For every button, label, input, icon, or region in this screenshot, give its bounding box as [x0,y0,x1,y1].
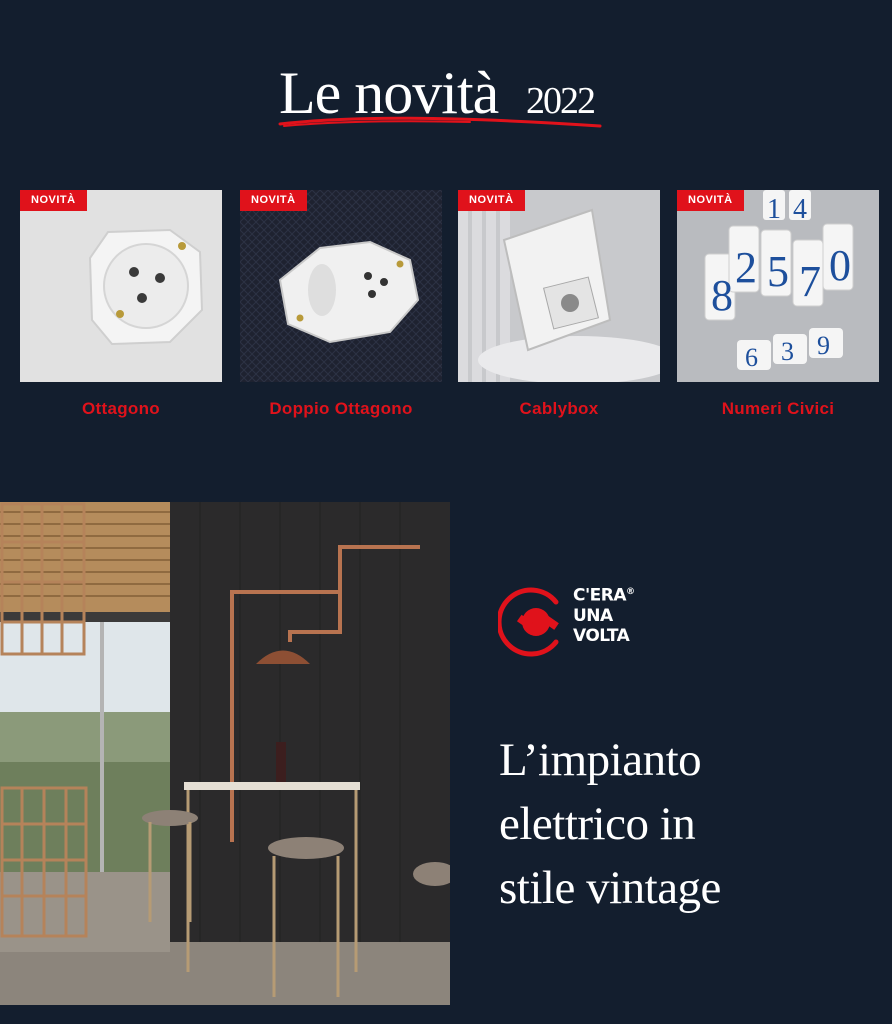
svg-text:7: 7 [799,257,821,306]
novita-badge: NOVITÀ [20,190,87,211]
novita-badge: NOVITÀ [677,190,744,211]
product-name-ottagono[interactable]: Ottagono [82,399,160,418]
tagline-line-2: elettrico in [499,798,696,850]
svg-text:0: 0 [829,241,851,290]
product-name-cablybox[interactable]: Cablybox [519,399,599,418]
product-card-doppio-ottagono[interactable] [240,190,442,382]
ottagono-image [20,190,222,382]
plug-logo-icon [498,582,570,662]
svg-text:1: 1 [767,194,781,225]
interior-photo [0,502,450,1005]
svg-text:5: 5 [767,247,789,296]
tagline [499,728,859,920]
red-underline-swoosh [270,114,610,134]
doppio-ottagono-image [240,190,442,382]
product-card-ottagono[interactable] [20,190,222,382]
registered-mark: ® [626,587,635,597]
product-name-numeri-civici[interactable]: Numeri Civici [721,399,835,418]
novita-badge: NOVITÀ [240,190,307,211]
brand-line-1: C'ERA [573,585,627,606]
brand-wordmark [573,582,703,646]
cablybox-image [458,190,660,382]
svg-text:3: 3 [781,337,794,366]
header [0,58,892,138]
product-card-cablybox[interactable] [458,190,660,382]
brand-line-2: UNA [573,605,613,626]
svg-text:9: 9 [817,331,830,360]
tagline-line-3: stile vintage [499,862,721,914]
product-name-doppio-ottagono[interactable]: Doppio Ottagono [269,399,413,418]
svg-text:8: 8 [711,271,733,320]
novita-badge: NOVITÀ [458,190,525,211]
brand-line-3: VOLTA [573,625,630,646]
product-card-numeri-civici[interactable] [677,190,879,382]
page-title: Le novità [279,60,499,126]
numeri-civici-image [677,190,879,382]
brand-logo[interactable] [498,582,698,662]
title-year: 2022 [526,80,594,122]
svg-text:6: 6 [745,343,758,372]
tagline-line-1: L’impianto [499,734,702,786]
svg-text:4: 4 [793,194,807,225]
svg-text:2: 2 [735,243,757,292]
